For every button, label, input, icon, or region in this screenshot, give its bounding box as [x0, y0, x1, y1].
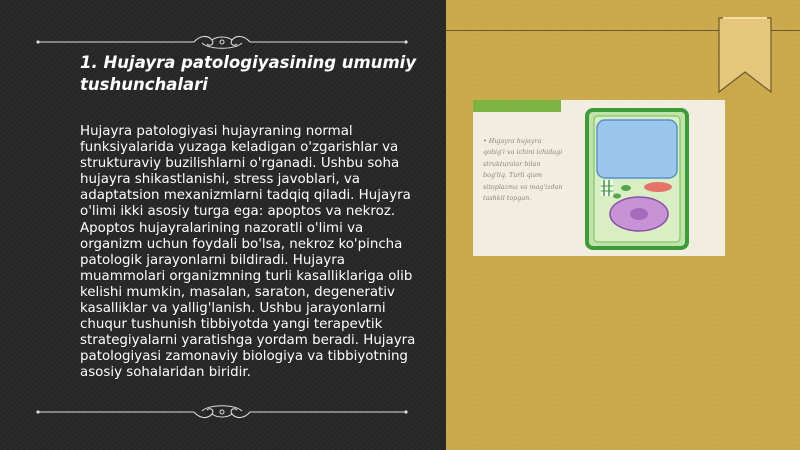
plant-cell-icon: [473, 100, 725, 256]
plant-cell-figure: [473, 100, 725, 256]
slide-body-text: Hujayra patologiyasi hujayraning normal funksiyalarida yuzaga keladigan o'zgarishlar va strukturaviy buzilishlarni o'rganadi. Ushbu soha hujayra shikastlanishi, stress javoblari, va adaptatsion mexanizmlarni tadqiq qiladi. Hujayra o'limi ikki asosiy turga ega: apoptos va nekroz. Apoptos hujayralarining nazoratli o'limi va organizm uchun foydali bo'lsa, nekroz ko'pincha patologik jarayonlarni bildiradi. Hujayra muammolari organizmning turli kasalliklariga olib kelishi mumkin, masalan, saraton, degenerativ kasalliklar va yallig'lanish. Ushbu jarayonlarni chuqur tushunish tibbiyotda yangi terapevtik strategiyalarni yaratishga yordam beradi. Hujayra patologiyasi zamonaviy biologiya va tibbiyotning asosiy sohalaridan biridir.: [80, 124, 416, 381]
slide-title: 1. Hujayra patologiyasining umumiy tushunchalari: [80, 53, 417, 94]
flourish-ornament-icon: [34, 34, 410, 50]
bookmark-ribbon-icon: [717, 16, 773, 94]
figure-caption: • Hujayra hujayra qobig'i va ichini ichidagi strukturalar bilan bog'liq. Turli qism sitoplazma va mag'izdan tashkil topgan.: [483, 137, 563, 203]
flourish-ornament-icon: [34, 404, 410, 420]
